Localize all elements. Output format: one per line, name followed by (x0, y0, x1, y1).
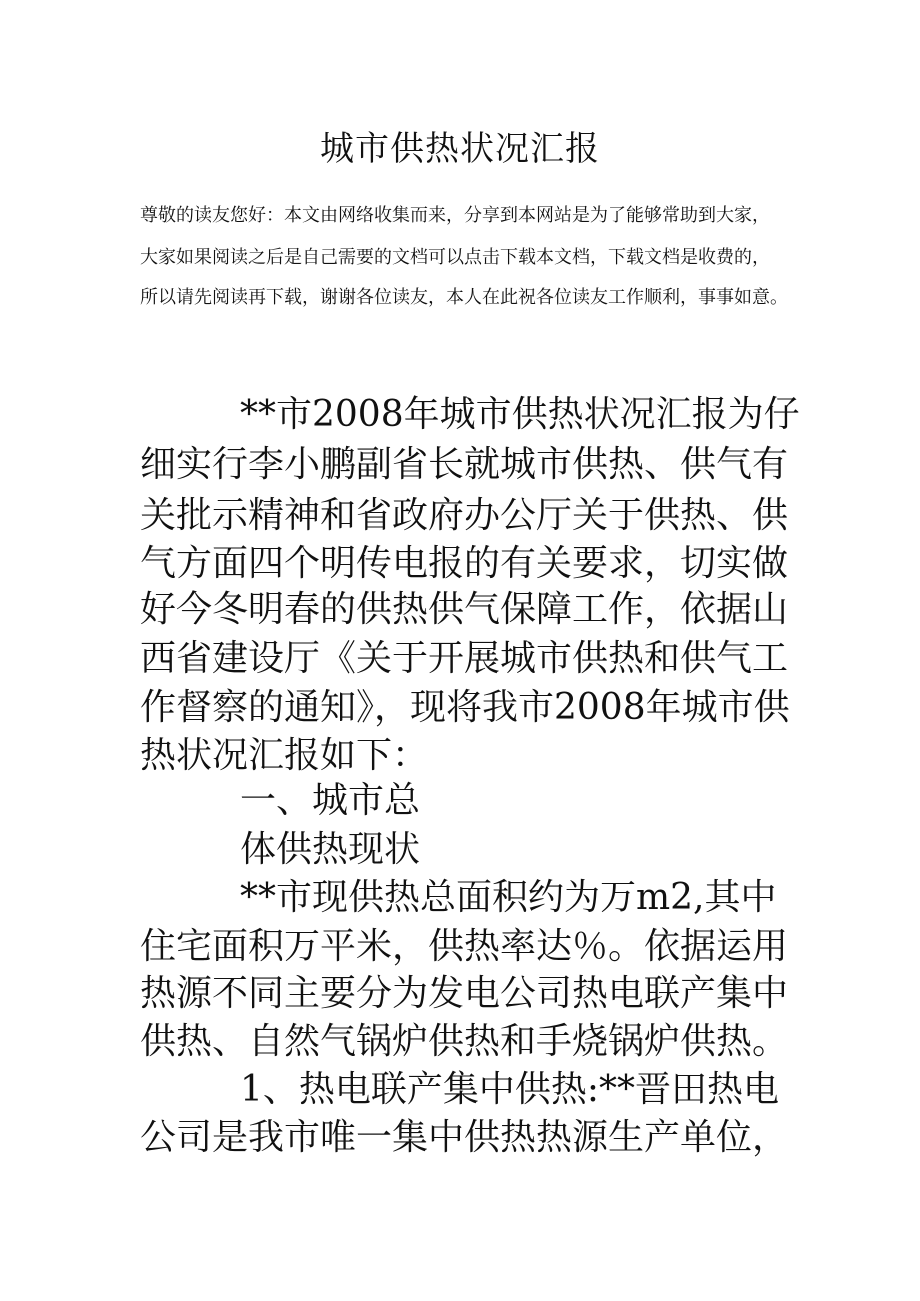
paragraph-line: 细实行李小鹏副省长就城市供热、供气有 (140, 444, 789, 485)
section-heading-line: 一、城市总 (240, 780, 421, 821)
paragraph-line: 公司是我市唯一集中供热热源生产单位， (140, 1117, 789, 1158)
paragraph-line: 好今冬明春的供热供气保障工作，依据山 (140, 589, 789, 630)
paragraph-line: 作督察的通知》，现将我市2008年城市供 (140, 687, 790, 728)
notice-line: 大家如果阅读之后是自己需要的文档可以点击下载本文档，下载文档是收费的， (140, 247, 770, 268)
document-title: 城市供热状况汇报 (320, 129, 600, 169)
section-heading-line: 体供热现状 (240, 829, 421, 870)
paragraph-line: **市2008年城市供热状况汇报为仔 (240, 394, 800, 435)
paragraph-line: 西省建设厅《关于开展城市供热和供气工 (140, 638, 789, 679)
paragraph-line: 1、热电联产集中供热:**晋田热电 (240, 1069, 780, 1110)
paragraph-line: 热源不同主要分为发电公司热电联产集中 (140, 973, 789, 1014)
paragraph-line: 热状况汇报如下： (140, 735, 429, 776)
paragraph-line: 供热、自然气锅炉供热和手烧锅炉供热。 (140, 1021, 789, 1062)
paragraph-line: **市现供热总面积约为万m2,其中 (240, 877, 777, 918)
paragraph-line: 关批示精神和省政府办公厅关于供热、供 (140, 495, 789, 536)
paragraph-line: 住宅面积万平米，供热率达％。依据运用 (140, 926, 789, 967)
notice-line: 所以请先阅读再下载，谢谢各位读友，本人在此祝各位读友工作顺利，事事如意。 (140, 287, 788, 308)
notice-line: 尊敬的读友您好：本文由网络收集而来，分享到本网站是为了能够常助到大家， (140, 205, 770, 226)
paragraph-line: 气方面四个明传电报的有关要求，切实做 (140, 543, 789, 584)
